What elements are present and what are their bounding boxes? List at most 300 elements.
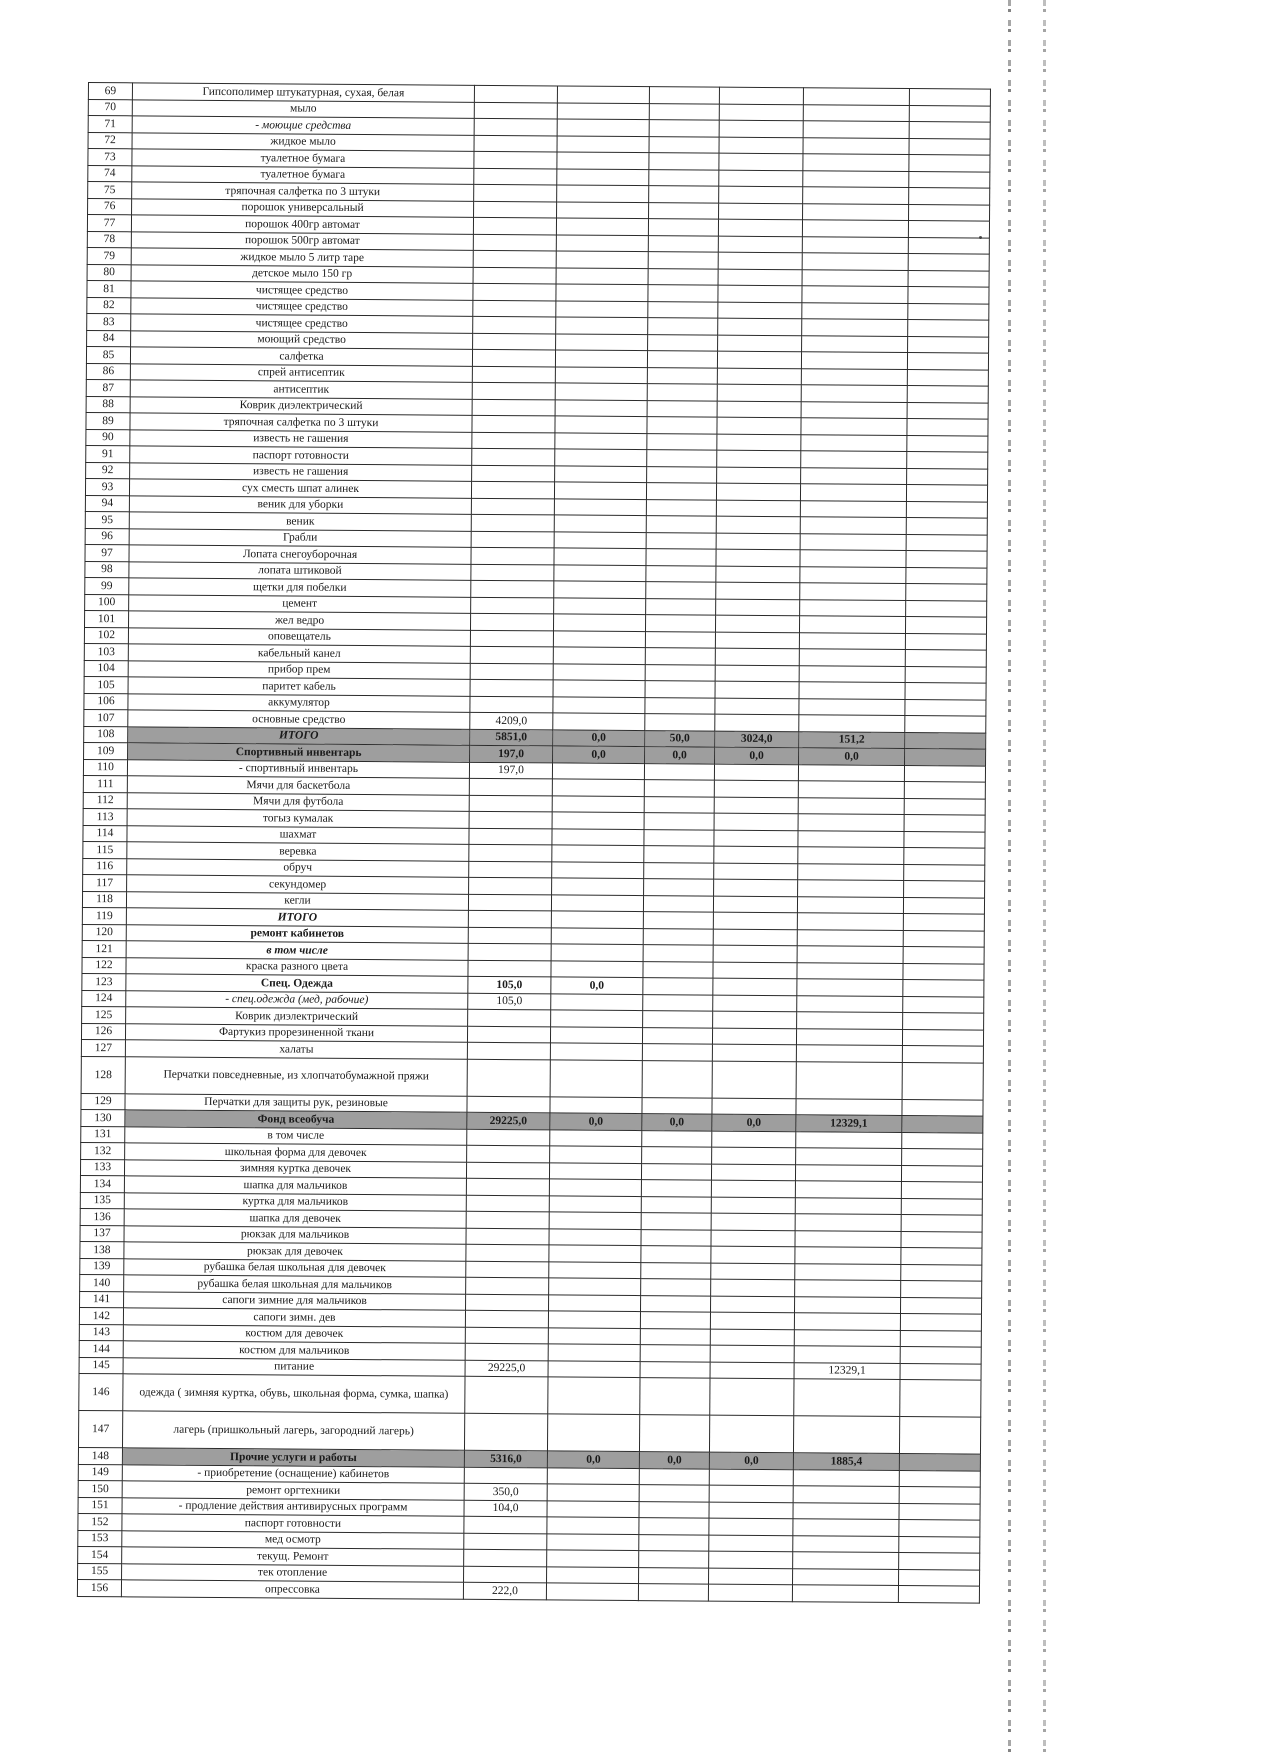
value-cell — [803, 187, 909, 204]
value-cell: 197,0 — [469, 762, 552, 779]
value-cell — [908, 221, 989, 238]
value-cell — [709, 1568, 793, 1585]
value-cell — [801, 385, 907, 402]
item-name: моющий средство — [131, 330, 473, 349]
value-cell — [648, 235, 718, 252]
value-cell — [900, 1363, 981, 1380]
value-cell — [901, 1181, 982, 1198]
item-name: мыло — [132, 99, 474, 118]
value-cell — [547, 1566, 639, 1583]
value-cell — [552, 878, 644, 895]
value-cell: 0,0 — [642, 1114, 712, 1131]
value-cell — [553, 696, 645, 713]
value-cell — [647, 433, 717, 450]
value-cell — [642, 1044, 712, 1061]
value-cell — [552, 812, 644, 829]
value-cell — [472, 465, 555, 482]
value-cell — [793, 1519, 899, 1536]
value-cell — [473, 267, 556, 284]
value-cell — [550, 1026, 642, 1043]
row-number: 94 — [85, 495, 129, 512]
value-cell — [901, 1165, 982, 1182]
value-cell — [797, 929, 903, 946]
value-cell — [647, 466, 717, 483]
value-cell — [903, 996, 984, 1013]
value-cell — [717, 351, 801, 368]
value-cell — [710, 1296, 794, 1313]
value-cell — [712, 1147, 796, 1164]
value-cell: 0,0 — [709, 1452, 793, 1469]
value-cell — [642, 1147, 712, 1164]
value-cell — [645, 681, 715, 698]
item-name: Мячи для баскетбола — [127, 776, 469, 795]
item-name: куртка для мальчиков — [124, 1192, 466, 1211]
value-cell — [909, 204, 990, 221]
value-cell — [716, 599, 800, 616]
value-cell — [905, 633, 986, 650]
value-cell — [909, 171, 990, 188]
row-number: 96 — [85, 528, 129, 545]
row-number: 69 — [88, 83, 132, 100]
value-cell — [902, 1115, 983, 1132]
row-number: 114 — [83, 825, 127, 842]
value-cell — [713, 995, 797, 1012]
row-number: 130 — [81, 1109, 125, 1126]
value-cell — [474, 168, 557, 185]
value-cell — [905, 617, 986, 634]
value-cell — [715, 648, 799, 665]
value-cell — [551, 894, 643, 911]
value-cell — [641, 1180, 711, 1197]
item-name: рюкзак для девочек — [124, 1242, 466, 1261]
value-cell — [793, 1486, 899, 1503]
value-cell — [643, 961, 713, 978]
value-cell — [799, 698, 905, 715]
value-cell — [715, 714, 799, 731]
value-cell — [906, 551, 987, 568]
value-cell — [803, 104, 909, 121]
value-cell — [711, 1263, 795, 1280]
item-name: веник для уборки — [129, 495, 471, 514]
value-cell — [549, 1245, 641, 1262]
value-cell — [643, 945, 713, 962]
row-number: 75 — [88, 182, 132, 199]
value-cell — [904, 765, 985, 782]
value-cell — [803, 203, 909, 220]
row-number: 93 — [85, 478, 129, 495]
value-cell — [472, 448, 555, 465]
value-cell — [716, 500, 800, 517]
value-cell — [799, 665, 905, 682]
value-cell — [555, 432, 647, 449]
value-cell — [466, 1178, 549, 1195]
value-cell — [554, 597, 646, 614]
value-cell — [642, 1097, 712, 1114]
value-cell — [648, 318, 718, 335]
value-cell — [713, 962, 797, 979]
value-cell — [639, 1518, 709, 1535]
item-name: паритет кабель — [128, 677, 470, 696]
value-cell — [472, 432, 555, 449]
row-number: 152 — [78, 1513, 122, 1530]
item-name: жидкое мыло — [132, 132, 474, 151]
value-cell — [904, 864, 985, 881]
value-cell — [642, 1060, 712, 1098]
value-cell — [717, 368, 801, 385]
value-cell — [802, 220, 908, 237]
value-cell — [551, 944, 643, 961]
row-number: 88 — [86, 396, 130, 413]
value-cell — [793, 1552, 899, 1569]
item-name: рюкзак для мальчиков — [124, 1225, 466, 1244]
value-cell — [799, 632, 905, 649]
scan-edge-line — [1043, 0, 1046, 1752]
value-cell — [547, 1500, 639, 1517]
value-cell — [803, 137, 909, 154]
value-cell — [795, 1214, 901, 1231]
value-cell — [796, 1028, 902, 1045]
value-cell — [904, 782, 985, 799]
value-cell — [713, 978, 797, 995]
value-cell — [645, 648, 715, 665]
value-cell — [643, 895, 713, 912]
value-cell: 222,0 — [463, 1582, 546, 1599]
value-cell — [901, 1264, 982, 1281]
value-cell — [718, 318, 802, 335]
value-cell — [713, 896, 797, 913]
value-cell — [646, 549, 716, 566]
item-name: спрей антисептик — [130, 363, 472, 382]
value-cell — [467, 1059, 550, 1097]
value-cell — [795, 1197, 901, 1214]
item-name: цемент — [129, 594, 471, 613]
value-cell — [642, 1027, 712, 1044]
row-number: 74 — [88, 165, 132, 182]
row-number: 110 — [83, 759, 127, 776]
value-cell — [549, 1195, 641, 1212]
value-cell — [802, 286, 908, 303]
value-cell — [905, 749, 986, 766]
value-cell — [709, 1535, 793, 1552]
value-cell: 105,0 — [468, 976, 551, 993]
value-cell — [553, 713, 645, 730]
value-cell — [648, 285, 718, 302]
row-number: 72 — [88, 132, 132, 149]
value-cell — [795, 1247, 901, 1264]
value-cell — [904, 798, 985, 815]
value-cell — [644, 879, 714, 896]
value-cell — [904, 848, 985, 865]
value-cell — [474, 151, 557, 168]
row-number: 109 — [84, 742, 128, 759]
value-cell — [798, 814, 904, 831]
value-cell — [716, 483, 800, 500]
value-cell: 0,0 — [645, 747, 715, 764]
item-name: паспорт готовности — [122, 1514, 464, 1533]
value-cell — [798, 764, 904, 781]
value-cell — [641, 1229, 711, 1246]
value-cell — [800, 517, 906, 534]
row-number: 81 — [87, 280, 131, 297]
value-cell — [711, 1246, 795, 1263]
value-cell: 151,2 — [799, 731, 905, 748]
row-number: 105 — [84, 676, 128, 693]
value-cell — [471, 481, 554, 498]
value-cell — [901, 1214, 982, 1231]
row-number: 132 — [81, 1142, 125, 1159]
value-cell — [714, 764, 798, 781]
value-cell — [464, 1533, 547, 1550]
value-cell — [904, 815, 985, 832]
value-cell — [640, 1361, 710, 1378]
value-cell — [464, 1516, 547, 1533]
value-cell — [552, 779, 644, 796]
item-name: аккумулятор — [128, 693, 470, 712]
item-name: туалетное бумага — [132, 149, 474, 168]
item-name: тек отопление — [122, 1563, 464, 1582]
value-cell — [719, 186, 803, 203]
value-cell — [717, 450, 801, 467]
row-number: 118 — [82, 891, 126, 908]
value-cell — [472, 399, 555, 416]
item-name: обруч — [127, 858, 469, 877]
row-number: 85 — [86, 346, 130, 363]
value-cell — [799, 649, 905, 666]
value-cell — [649, 169, 719, 186]
value-cell — [468, 894, 551, 911]
value-cell — [714, 846, 798, 863]
value-cell — [797, 962, 903, 979]
value-cell — [474, 102, 557, 119]
value-cell — [469, 778, 552, 795]
value-cell — [906, 485, 987, 502]
value-cell — [798, 847, 904, 864]
row-number: 116 — [83, 858, 127, 875]
item-name: в том числе — [125, 1126, 467, 1145]
row-number: 142 — [79, 1307, 123, 1324]
row-number: 102 — [84, 627, 128, 644]
item-name: Коврик диэлектрический — [130, 396, 472, 415]
value-cell — [466, 1277, 549, 1294]
value-cell — [708, 1584, 792, 1601]
value-cell — [471, 547, 554, 564]
value-cell — [473, 333, 556, 350]
item-name: сапоги зимние для мальчиков — [124, 1291, 466, 1310]
value-cell — [649, 120, 719, 137]
item-name: текущ. Ремонт — [122, 1547, 464, 1566]
value-cell — [644, 796, 714, 813]
value-cell — [800, 583, 906, 600]
value-cell: 0,0 — [553, 729, 645, 746]
value-cell — [803, 170, 909, 187]
value-cell — [473, 300, 556, 317]
value-cell — [470, 630, 553, 647]
value-cell — [903, 1012, 984, 1029]
value-cell — [902, 1099, 983, 1116]
value-cell — [899, 1470, 980, 1487]
value-cell — [550, 1096, 642, 1113]
row-number: 124 — [82, 990, 126, 1007]
value-cell — [909, 138, 990, 155]
value-cell — [649, 87, 719, 104]
row-number: 126 — [81, 1023, 125, 1040]
value-cell — [470, 613, 553, 630]
value-cell — [795, 1164, 901, 1181]
value-cell — [471, 597, 554, 614]
value-cell — [548, 1311, 640, 1328]
value-cell — [464, 1413, 547, 1451]
value-cell — [795, 1230, 901, 1247]
table-body — [77, 83, 990, 1603]
item-name: ИТОГО — [126, 908, 468, 927]
item-name: Лопата снегоуборочная — [129, 545, 471, 564]
value-cell — [798, 863, 904, 880]
value-cell — [639, 1485, 709, 1502]
value-cell — [649, 186, 719, 203]
value-cell — [712, 1028, 796, 1045]
item-name: опрессовка — [121, 1580, 463, 1599]
item-name: школьная форма для девочек — [125, 1143, 467, 1162]
value-cell — [641, 1163, 711, 1180]
value-cell — [468, 960, 551, 977]
value-cell — [801, 451, 907, 468]
value-cell — [719, 104, 803, 121]
value-cell — [464, 1566, 547, 1583]
row-number: 129 — [81, 1093, 125, 1110]
value-cell — [465, 1310, 548, 1327]
item-name: тряпочная салфетка по 3 штуки — [130, 413, 472, 432]
item-name: мед осмотр — [122, 1530, 464, 1549]
row-number: 150 — [78, 1480, 122, 1497]
value-cell — [717, 401, 801, 418]
item-name: салфетка — [130, 347, 472, 366]
row-number: 143 — [79, 1324, 123, 1341]
value-cell — [712, 1098, 796, 1115]
value-cell — [641, 1213, 711, 1230]
item-name: кабельный канел — [128, 644, 470, 663]
row-number: 136 — [80, 1208, 124, 1225]
value-cell: 1885,4 — [793, 1453, 899, 1470]
value-cell — [641, 1196, 711, 1213]
value-cell — [547, 1414, 639, 1452]
value-cell — [905, 683, 986, 700]
item-name: костюм для мальчиков — [123, 1341, 465, 1360]
value-cell — [554, 548, 646, 565]
value-cell — [709, 1469, 793, 1486]
item-name: чистящее средство — [131, 314, 473, 333]
value-cell — [903, 979, 984, 996]
item-name: веник — [129, 512, 471, 531]
value-cell — [550, 1146, 642, 1163]
value-cell: 50,0 — [645, 730, 715, 747]
value-cell — [907, 452, 988, 469]
value-cell — [906, 518, 987, 535]
value-cell — [793, 1535, 899, 1552]
value-cell — [901, 1231, 982, 1248]
value-cell — [719, 153, 803, 170]
value-cell — [555, 383, 647, 400]
value-cell — [903, 930, 984, 947]
value-cell — [719, 87, 803, 104]
value-cell — [899, 1486, 980, 1503]
value-cell — [470, 646, 553, 663]
value-cell — [793, 1568, 899, 1585]
item-name: туалетное бумага — [132, 165, 474, 184]
value-cell: 104,0 — [464, 1500, 547, 1517]
row-number: 80 — [87, 264, 131, 281]
value-cell — [557, 135, 649, 152]
value-cell — [557, 168, 649, 185]
item-name: Прочие услуги и работы — [122, 1448, 464, 1467]
row-number: 115 — [83, 841, 127, 858]
value-cell — [801, 352, 907, 369]
value-cell — [902, 1045, 983, 1062]
item-name: зимняя куртка девочек — [124, 1159, 466, 1178]
row-number: 71 — [88, 116, 132, 133]
item-name: шапка для мальчиков — [124, 1176, 466, 1195]
value-cell — [555, 366, 647, 383]
value-cell — [467, 1026, 550, 1043]
value-cell — [908, 270, 989, 287]
value-cell — [648, 334, 718, 351]
value-cell — [713, 1011, 797, 1028]
item-name: Фонд всеобуча — [125, 1110, 467, 1129]
value-cell — [802, 269, 908, 286]
row-number: 125 — [82, 1006, 126, 1023]
value-cell — [549, 1162, 641, 1179]
value-cell — [548, 1327, 640, 1344]
value-cell: 0,0 — [551, 977, 643, 994]
value-cell — [903, 963, 984, 980]
item-name: Мячи для футбола — [127, 792, 469, 811]
value-cell — [469, 811, 552, 828]
row-number: 113 — [83, 808, 127, 825]
value-cell — [715, 698, 799, 715]
value-cell — [554, 482, 646, 499]
value-cell — [472, 349, 555, 366]
value-cell — [715, 681, 799, 698]
value-cell — [800, 599, 906, 616]
value-cell — [474, 135, 557, 152]
value-cell — [802, 319, 908, 336]
item-name: ремонт кабинетов — [126, 924, 468, 943]
value-cell — [714, 797, 798, 814]
value-cell — [467, 1145, 550, 1162]
value-cell — [899, 1552, 980, 1569]
value-cell — [796, 1098, 902, 1115]
value-cell: 0,0 — [547, 1451, 639, 1468]
value-cell — [645, 615, 715, 632]
row-number: 98 — [85, 561, 129, 578]
row-number: 112 — [83, 792, 127, 809]
value-cell — [644, 862, 714, 879]
value-cell — [549, 1294, 641, 1311]
value-cell: 105,0 — [468, 993, 551, 1010]
value-cell — [714, 813, 798, 830]
value-cell — [550, 1129, 642, 1146]
value-cell — [646, 499, 716, 516]
item-name: рубашка белая школьная для мальчиков — [124, 1275, 466, 1294]
value-cell — [465, 1376, 548, 1414]
value-cell — [798, 830, 904, 847]
value-cell — [709, 1485, 793, 1502]
value-cell — [797, 1012, 903, 1029]
item-name: щетки для побелки — [129, 578, 471, 597]
value-cell — [711, 1230, 795, 1247]
row-number: 146 — [79, 1373, 123, 1410]
value-cell: 5316,0 — [464, 1450, 547, 1467]
item-name: известь не гашения — [130, 429, 472, 448]
